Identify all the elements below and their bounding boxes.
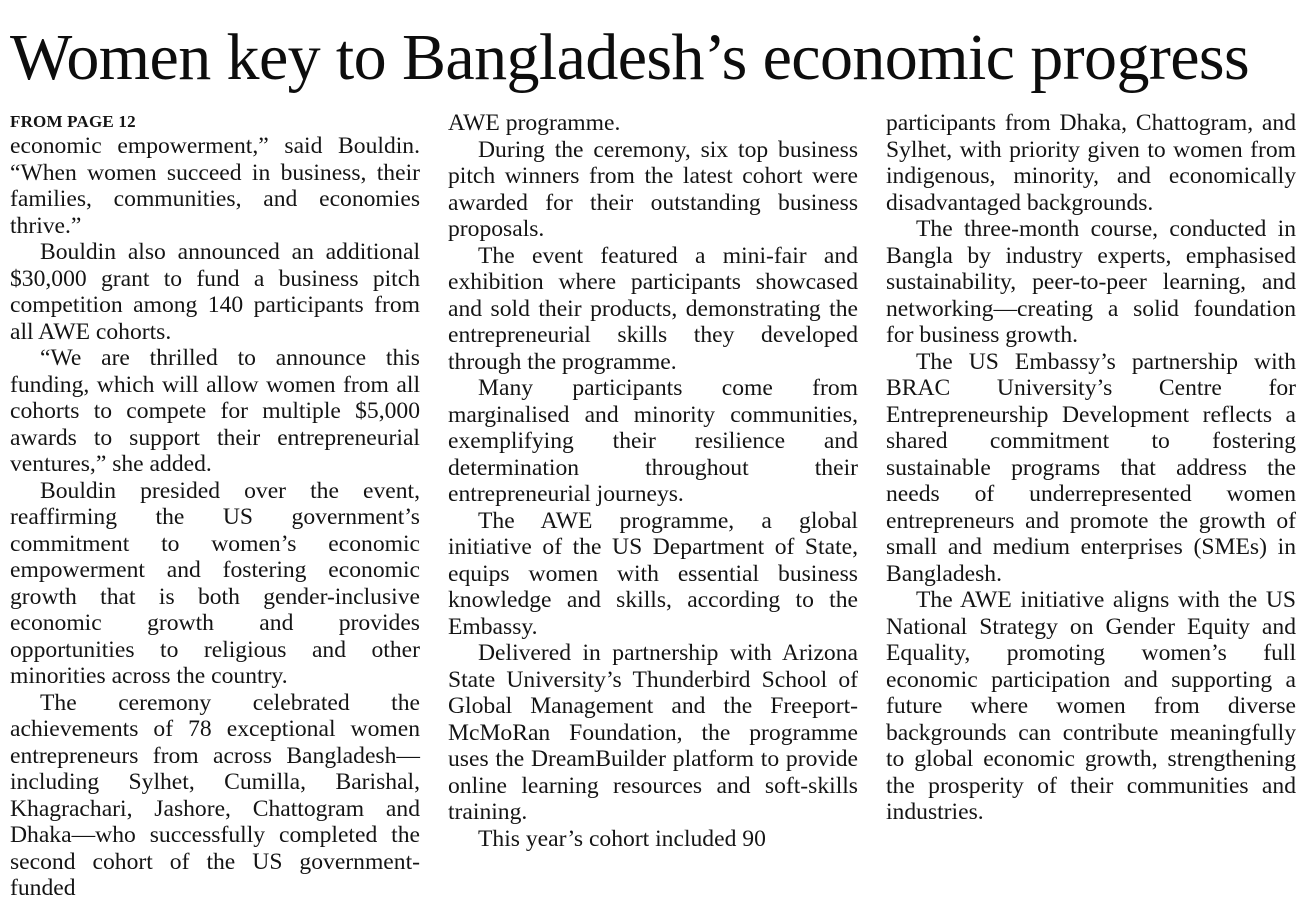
paragraph: The US Embassy’s partnership with BRAC University’s Centre for Entrepreneurship Development reflects a shared commitment to fostering sustainable programs that address the needs of underrepresented women entrepreneurs and promote the growth of small and medium enterprises (SMEs) in Bangladesh. [886, 348, 1296, 587]
paragraph: The AWE programme, a global initiative of the US Department of State, equips women with essential business knowledge and skills, according to the Embassy. [448, 507, 858, 640]
continuation-kicker: FROM PAGE 12 [10, 112, 136, 131]
article-column-3 [886, 110, 1296, 826]
paragraph: This year’s cohort included 90 [478, 825, 766, 852]
paragraph: During the ceremony, six top business pitch winners from the latest cohort were awarded for their outstanding business proposals. [448, 136, 858, 242]
paragraph: The AWE initiative aligns with the US National Strategy on Gender Equity and Equality, promoting women’s full economic participation and supporting a future where women from diverse backgrounds can contribute meaningfully to global economic growth, strengthening the prosperity of their communities and industries. [886, 587, 1296, 825]
paragraph: Bouldin presided over the event, reaffirming the US government’s commitment to women’s economic empowerment and fostering economic growth that is both gender-inclusive economic growth and provides opportunities to religious and other minorities across the country. [10, 477, 420, 689]
paragraph: Bouldin also announced an additional $30,000 grant to fund a business pitch competition among 140 participants from all AWE cohorts. [10, 239, 420, 345]
paragraph: The event featured a mini-fair and exhibition where participants showcased and sold their products, demonstrating the entrepreneurial skills they developed through the programme. [448, 242, 858, 375]
paragraph: economic empowerment,” said Bouldin. “When women succeed in business, their families, communities, and economies thrive.” [10, 133, 420, 239]
paragraph: participants from Dhaka, Chattogram, and Sylhet, with priority given to women from indigenous, minority, and economically disadvantaged backgrounds. [886, 110, 1296, 216]
paragraph: “We are thrilled to announce this funding, which will allow women from all cohorts to compete for multiple $5,000 awards to support their entrepreneurial ventures,” she added. [10, 345, 420, 477]
paragraph: The three-month course, conducted in Bangla by industry experts, emphasised sustainability, peer-to-peer learning, and networking—creating a solid foundation for business growth. [886, 216, 1296, 348]
paragraph: Delivered in partnership with Arizona State University’s Thunderbird School of Global Management and the Freeport-McMoRan Foundation, the programme uses the DreamBuilder platform to provide online learning resources and soft-skills training. [448, 640, 858, 825]
paragraph: AWE programme. [448, 110, 621, 136]
article-column-1 [10, 110, 420, 902]
paragraph: The ceremony celebrated the achievements of 78 exceptional women entrepreneurs from across Bangladesh—including Sylhet, Cumilla, Barishal, Khagrachari, Jashore, Chattogram and Dhaka—who successfully completed the second cohort of the US government-funded [10, 689, 420, 901]
paragraph: Many participants come from marginalised and minority communities, exemplifying their resilience and determination throughout their entrepreneurial journeys. [448, 375, 858, 507]
headline: Women key to Bangladesh’s economic progress [10, 21, 1250, 94]
article-column-2 [448, 110, 858, 852]
